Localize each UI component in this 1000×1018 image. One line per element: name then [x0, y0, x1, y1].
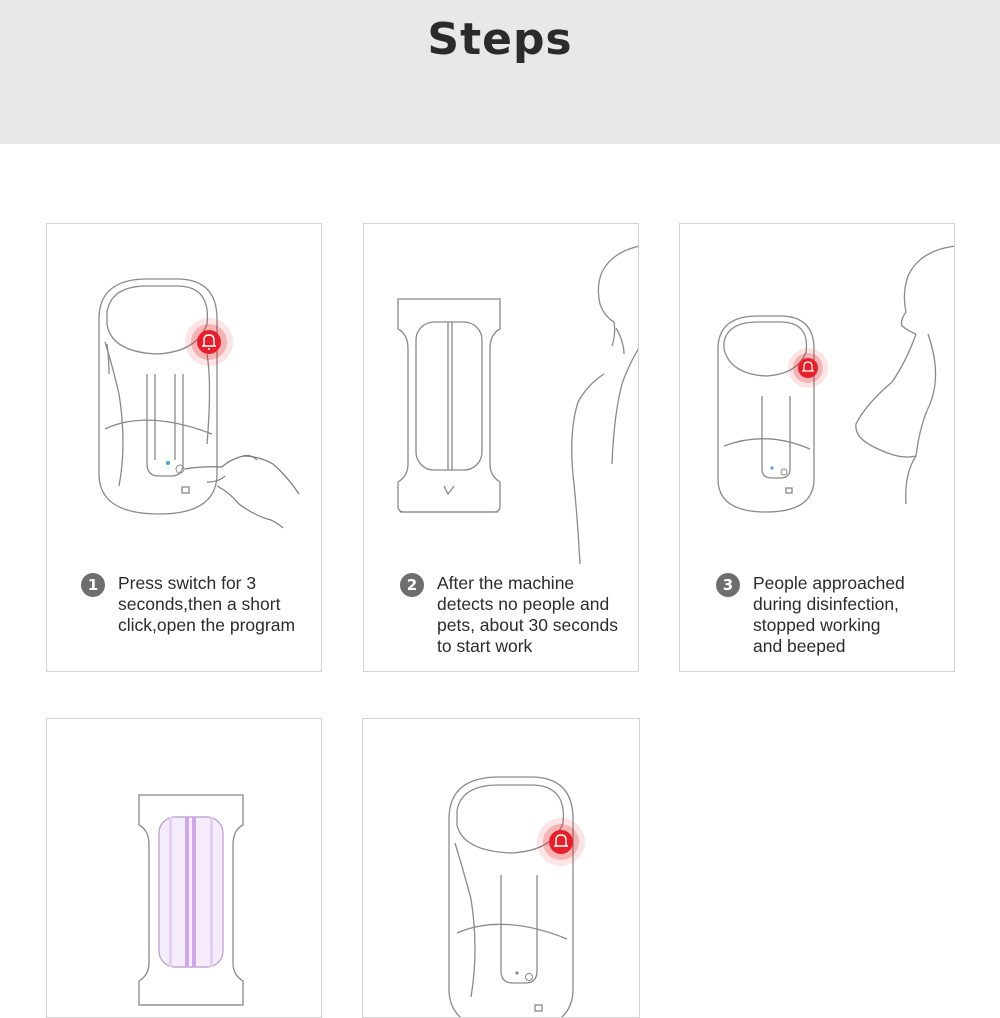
person-silhouette-icon — [856, 246, 955, 504]
uv-lamp-glow — [159, 817, 223, 967]
led-dot — [166, 461, 170, 465]
bell-icon — [185, 318, 233, 366]
step-text: People approached during disinfection, stopped working and beeped — [753, 573, 905, 656]
lamp-uv-on-illustration — [47, 719, 322, 1018]
step-caption-2 — [400, 573, 639, 657]
step-text: Press switch for 3 seconds,then a short click,open the program — [118, 573, 296, 635]
hand-icon — [185, 456, 299, 529]
bell-icon — [537, 818, 585, 866]
step-card-3 — [679, 223, 955, 672]
step-caption-3 — [716, 573, 955, 657]
bell-icon — [788, 348, 828, 388]
step-number-badge: 1 — [81, 573, 105, 597]
step-card-4 — [46, 718, 322, 1018]
step-card-5 — [362, 718, 640, 1018]
step-caption-1 — [81, 573, 321, 636]
step-text: After the machine detects no people and pets, about 30 seconds to start work — [437, 573, 618, 656]
step-number-badge: 2 — [400, 573, 424, 597]
person-silhouette-icon — [572, 246, 639, 564]
header-banner — [0, 0, 1000, 144]
step-card-1 — [46, 223, 322, 672]
step-number-badge: 3 — [716, 573, 740, 597]
page-title: Steps — [427, 14, 573, 65]
lamp-alarm-illustration — [363, 719, 639, 1018]
step-card-2 — [363, 223, 639, 672]
